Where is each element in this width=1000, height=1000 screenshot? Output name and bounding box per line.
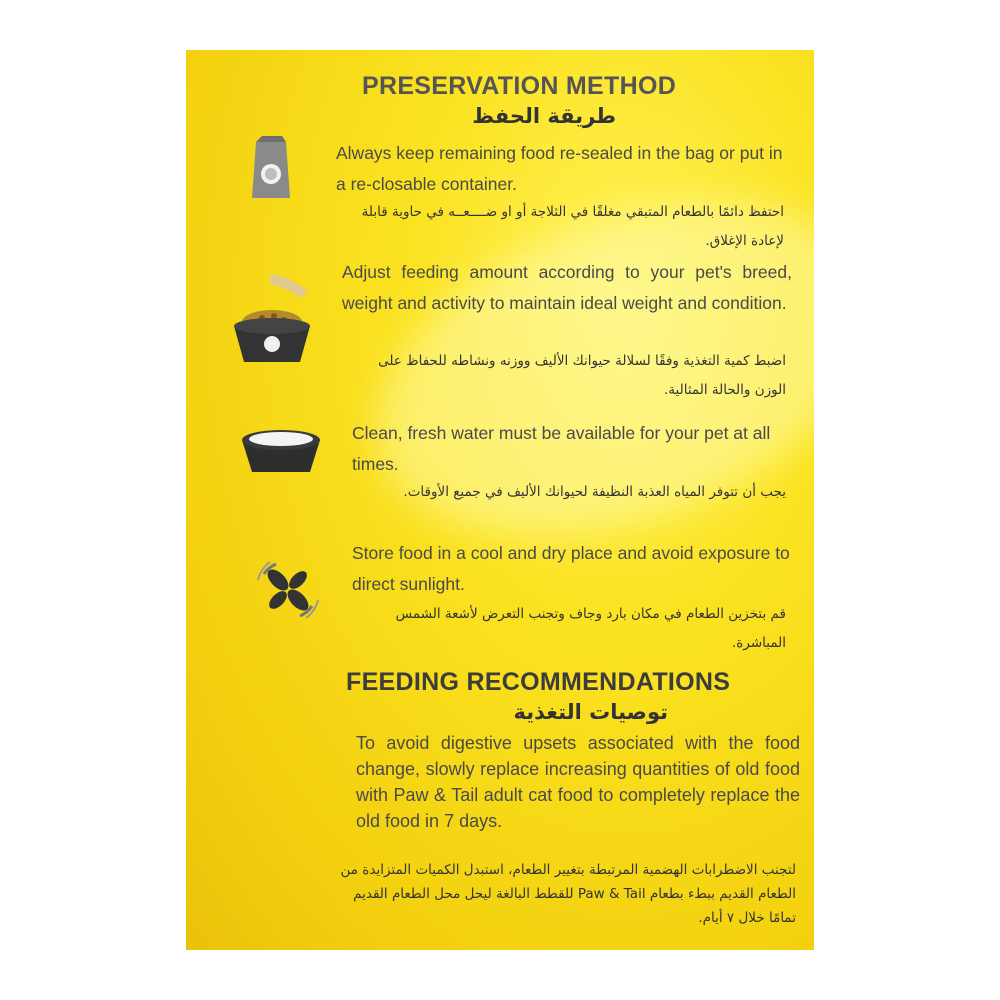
feeding-title: FEEDING RECOMMENDATIONS — [346, 668, 731, 696]
package-back-panel — [186, 50, 814, 950]
feeding-bowl-icon — [230, 272, 316, 368]
feeding-title-ar: توصيات التغذية — [513, 700, 668, 724]
food-bag-icon — [248, 134, 294, 202]
feeding-ar: لتجنب الاضطرابات الهضمية المرتبطة بتغيير الطعام، استبدل الكميات المتزايدة من الطعام القديم ببطء بطعام Paw & Tail للقطط البالغة ليحل محل الطعام القديم تمامًا خلال ٧ أيام. — [340, 862, 796, 926]
cool-dry-fan-icon — [256, 558, 320, 622]
item-store-ar: قم بتخزين الطعام في مكان بارد وجاف وتجنب التعرض لأشعة الشمس المباشرة. — [395, 606, 786, 651]
item-feeding-ar: اضبط كمية التغذية وفقًا لسلالة حيوانك الأليف ووزنه ونشاطه للحفاظ على الوزن والحالة المثالية. — [378, 353, 786, 398]
item-bag-ar: احتفظ دائمًا بالطعام المتبقي مغلقًا في الثلاجة أو او ضــــعــه في حاوية قابلة لإعادة الإغلاق. — [361, 204, 784, 249]
preservation-title: PRESERVATION METHOD — [362, 72, 677, 100]
item-store-en: Store food in a cool and dry place and avoid exposure to direct sunlight. — [352, 543, 790, 594]
item-feeding-en: Adjust feeding amount according to your pet's breed, weight and activity to maintain ideal weight and condition. — [342, 262, 792, 313]
preservation-title-ar: طريقة الحفظ — [472, 104, 616, 128]
feeding-en: To avoid digestive upsets associated with the food change, slowly replace increasing quantities of old food with Paw & Tail adult cat food to completely replace the old food in 7 days. — [356, 733, 800, 831]
item-water-ar: يجب أن تتوفر المياه العذبة النظيفة لحيوانك الأليف في جميع الأوقات. — [403, 484, 786, 500]
item-water-en: Clean, fresh water must be available for your pet at all times. — [352, 423, 771, 474]
water-bowl-icon — [238, 422, 324, 476]
item-bag-en: Always keep remaining food re-sealed in the bag or put in a re-closable container. — [336, 143, 783, 194]
